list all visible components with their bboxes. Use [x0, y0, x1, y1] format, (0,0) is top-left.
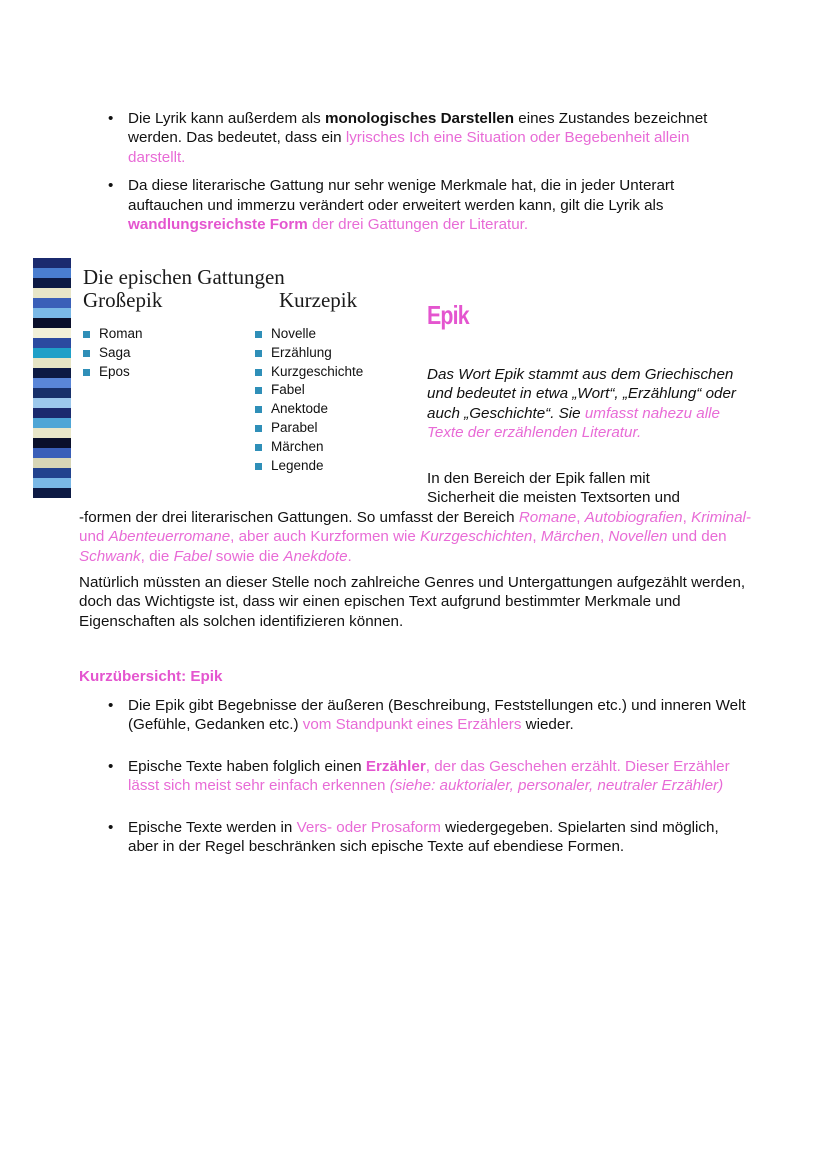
list-item: Legende — [255, 457, 363, 476]
text: , — [599, 528, 609, 546]
epik-heading: Epik — [427, 300, 469, 330]
lyrik-bullet-list — [128, 109, 748, 234]
grossepik-list — [83, 325, 143, 381]
text: Die Lyrik kann außerdem als — [128, 110, 325, 127]
epik-paragraph-continued — [79, 508, 759, 566]
highlight-text: umfasst nahezu alle Texte der erzählenden Literatur. — [427, 404, 720, 442]
text: Epische Texte werden in — [128, 818, 297, 836]
text: , — [682, 509, 692, 526]
bold-highlight-text: wandlungsreichste Form — [128, 216, 308, 234]
col-head-grossepik: Großepik — [83, 288, 163, 312]
text: Sicherheit die meisten Textsorten und — [427, 489, 680, 507]
highlight-text: lyrisches Ich eine Situation oder Begebenheit allein darstellt. — [128, 129, 690, 166]
text: Da diese literarische Gattung nur sehr wenige Merkmale hat, die in jeder Unterart auftauchen und immerzu verändert oder erweitert werden kann, gilt die Lyrik als — [128, 177, 675, 214]
kurzepik-list — [255, 325, 363, 475]
list-item: Fabel — [255, 381, 363, 400]
genre-term: Anekdote — [283, 547, 348, 565]
list-item: Parabel — [255, 419, 363, 438]
epik-paragraph-start — [427, 469, 767, 508]
text: , — [576, 509, 585, 526]
text: eines Zustandes bezeichnet werden. Das bedeutet, dass ein — [128, 110, 708, 147]
text: wieder. — [521, 716, 574, 734]
text: sowie die — [211, 547, 284, 565]
bold-highlight-text: Erzähler — [365, 757, 426, 775]
highlight-text: der drei Gattungen der Literatur. — [307, 216, 529, 234]
epik-paragraph-3: Natürlich müssten an dieser Stelle noch zahlreiche Genres und Untergattungen aufgezählt werden, doch das Wichtigste ist, dass wir einen epischen Text aufgrund bestimmter Merkmale und Eigenschaften als solchen identifizieren können. — [79, 574, 746, 630]
genre-term: Autobiografien — [584, 509, 683, 526]
list-item: Märchen — [255, 438, 363, 457]
text: , aber auch Kurzformen wie — [230, 528, 421, 546]
genre-term: Fabel — [173, 547, 212, 565]
genre-term: Kriminal- — [691, 509, 751, 526]
text: und — [79, 528, 109, 546]
decorative-stripes — [33, 258, 71, 498]
genre-term: Schwank — [79, 547, 141, 565]
text: Das Wort Epik stammt aus dem Griechischen und bedeutet in etwa „Wort“, „Erzählung“ oder auch „Geschichte“. Sie — [427, 366, 736, 422]
text: Epische Texte haben folglich einen — [128, 757, 366, 775]
text: -formen der drei literarischen Gattungen. So umfasst der Bereich — [79, 509, 519, 526]
epic-genres-slide-image — [33, 258, 393, 498]
genre-term: Novellen — [608, 528, 668, 546]
genre-term: Märchen — [540, 528, 600, 546]
slide-title: Die epischen Gattungen — [83, 265, 285, 289]
genre-term: Abenteuerromane — [108, 528, 231, 546]
highlight-text: , der das Geschehen erzählt. Dieser Erzähler lässt sich meist sehr einfach erkennen — [128, 757, 730, 795]
bold-text: monologisches Darstellen — [324, 110, 515, 127]
list-item: Anektode — [255, 400, 363, 419]
list-item: Kurzgeschichte — [255, 363, 363, 382]
list-item — [128, 696, 748, 735]
text: In den Bereich der Epik fallen mit — [427, 470, 650, 487]
highlight-text: Vers- oder Prosaform — [296, 818, 441, 836]
list-item: Epos — [83, 363, 143, 382]
highlight-text: vom Standpunkt eines Erzählers — [302, 716, 522, 734]
genre-term: Romane — [518, 509, 577, 526]
list-item — [128, 109, 748, 167]
list-item: Saga — [83, 344, 143, 363]
list-item: Erzählung — [255, 344, 363, 363]
col-head-kurzepik: Kurzepik — [279, 288, 358, 312]
epik-intro — [427, 365, 757, 443]
text: und den — [667, 528, 727, 546]
list-item — [128, 757, 748, 796]
text: , die — [140, 547, 174, 565]
list-item — [128, 176, 748, 234]
text: , — [532, 528, 541, 546]
list-item: Roman — [83, 325, 143, 344]
list-item: Novelle — [255, 325, 363, 344]
italic-highlight-text: (siehe: auktorialer, personaler, neutraler Erzähler) — [389, 777, 724, 795]
text: . — [347, 547, 352, 565]
kurzuebersicht-heading: Kurzübersicht: Epik — [79, 668, 223, 685]
text: wiedergegeben. Spielarten sind möglich, aber in der Regel beschränken sich epische Texte auf ebendiese Formen. — [128, 818, 719, 856]
kurzuebersicht-bullet-list — [128, 696, 748, 856]
genre-term: Kurzgeschichten — [420, 528, 533, 546]
text: Die Epik gibt Begebnisse der äußeren (Beschreibung, Feststellungen etc.) und inneren Welt (Gefühle, Gedanken etc.) — [128, 697, 746, 734]
list-item — [128, 818, 748, 857]
